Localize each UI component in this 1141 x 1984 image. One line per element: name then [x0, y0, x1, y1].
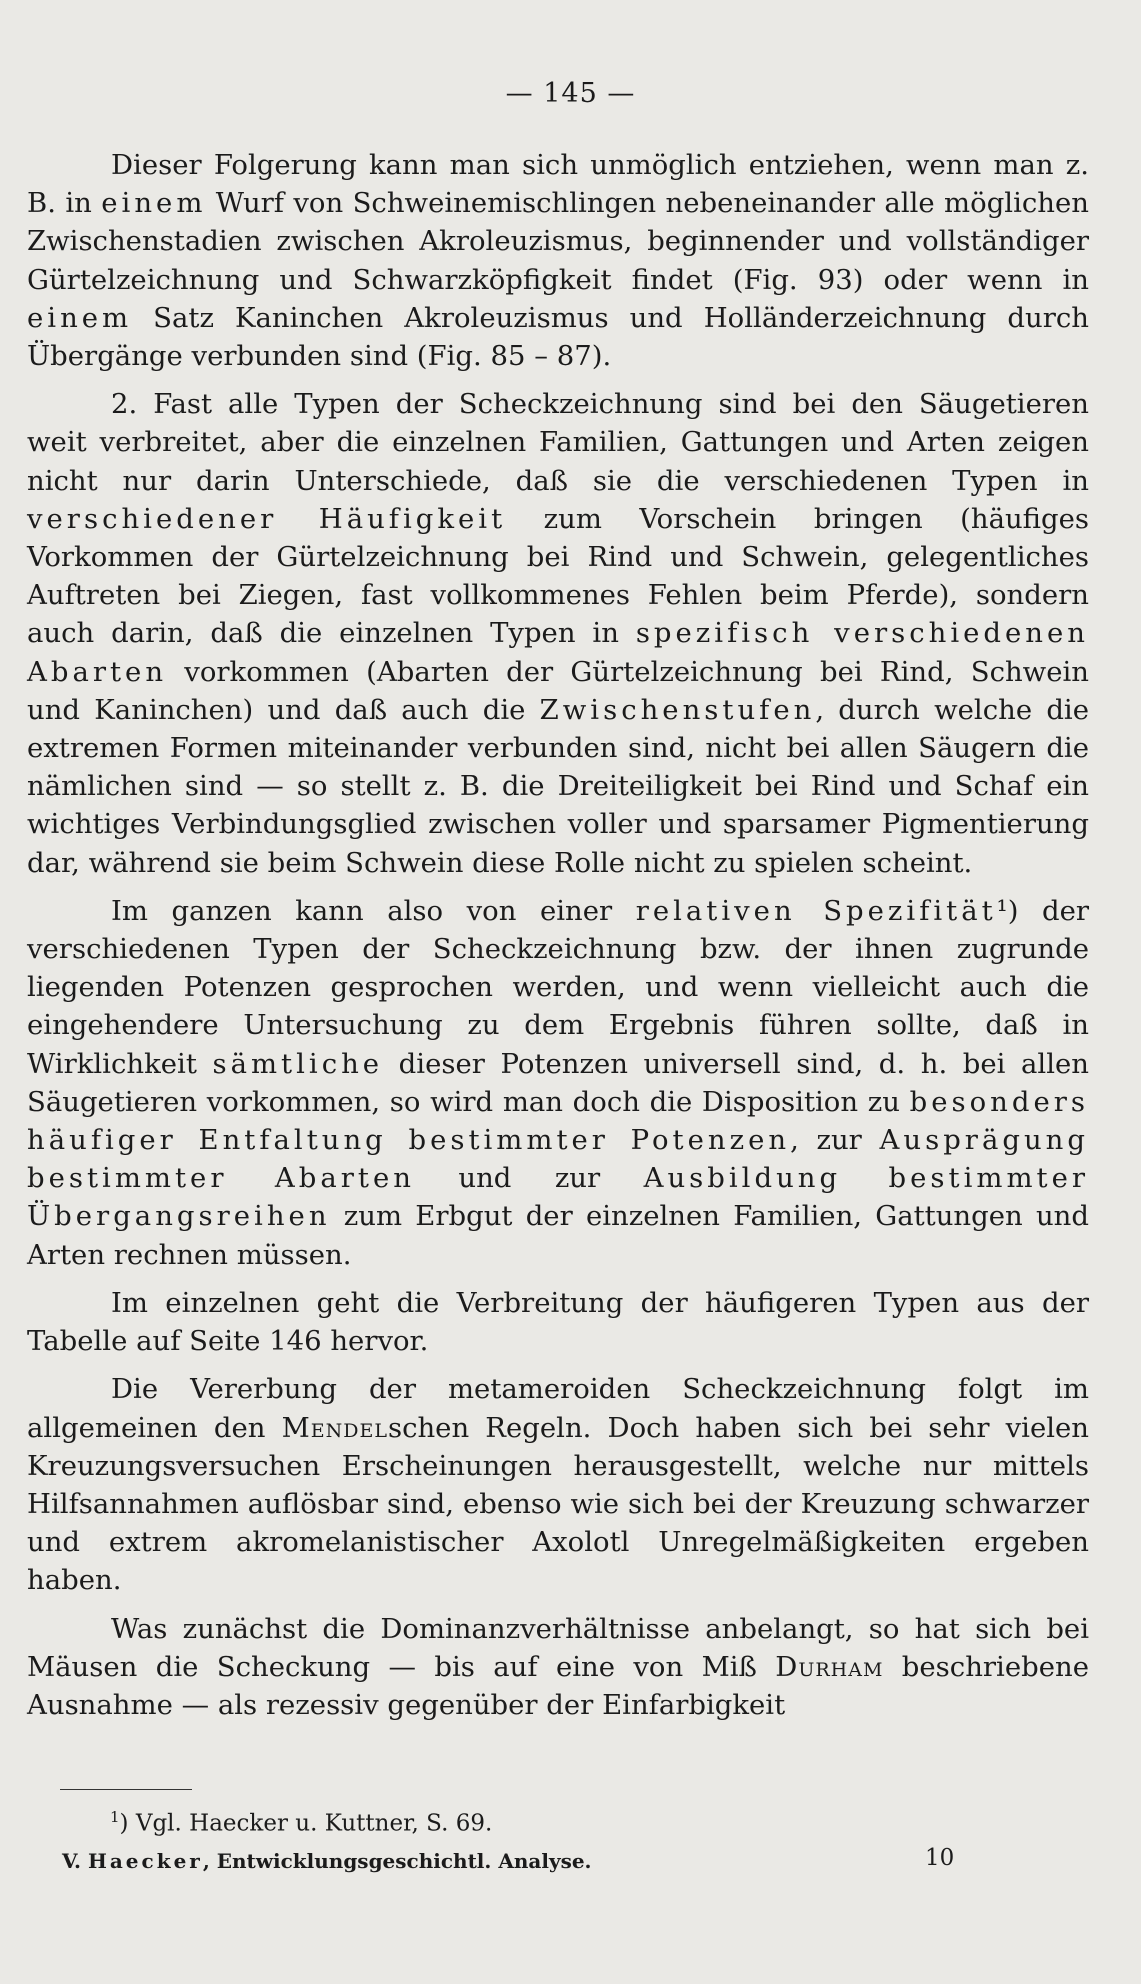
text-run: zum Erbgut der einzelnen Familien, Gattungen und Arten rechnen müssen.	[27, 1200, 1089, 1271]
text-run: vorkommen (Abarten der Gürtelzeichnung bei Rind, Schwein und Kaninchen) und daß auch die	[27, 655, 1089, 726]
text-run: Satz Kaninchen Akroleuzismus und Holländerzeichnung durch Übergänge verbunden sind (Fig. 85 – 87).	[27, 301, 1089, 373]
spaced-emphasis: einem	[101, 187, 207, 220]
text-run: Dieser Folgerung kann man sich unmöglich entziehen, wenn man z. B. in	[27, 149, 1089, 220]
text-run: zum Vorschein bringen (häufiges Vorkommen der Gürtelzeichnung bei Rind und Schwein, gelegentliches Auftreten bei Ziegen, fast vollkommenes Fehlen beim Pferde), sondern auch darin, daß die einzelnen Typen in	[27, 502, 1090, 650]
spaced-emphasis: einem	[27, 301, 133, 334]
text-run: , zur	[790, 1124, 880, 1157]
text-run: ¹) der verschiedenen Typen der Scheckzeichnung bzw. der ihnen zugrunde liegenden Potenzen gesprochen werden, und wenn vielleicht auch die eingehendere Untersuchung zu dem Ergebnis führen sollte, daß in Wirklichkeit	[27, 894, 1089, 1080]
text-run: schen Regeln. Doch haben sich bei sehr vielen Kreuzungsversuchen Erscheinungen herausgestellt, welche nur mittels Hilfsannahmen auflösbar sind, ebenso wie sich bei der Kreuzung schwarzer und extrem akromelanistischer Axolotl Unregelmäßigkeiten ergeben haben.	[27, 1411, 1089, 1597]
footnote-rule	[60, 1789, 192, 1790]
spaced-emphasis: relativen Spezifität	[635, 894, 997, 927]
footnote	[110, 1808, 492, 1837]
signature-author: Haecker	[87, 1849, 203, 1873]
spaced-emphasis: Ausbildung bestimmter Übergangsreihen	[27, 1162, 1089, 1233]
spaced-emphasis: Ausprägung bestimmter Abarten	[27, 1124, 1089, 1195]
paragraph	[27, 146, 1089, 375]
paragraph	[27, 1610, 1089, 1725]
text-run: Im ganzen kann also von einer	[111, 894, 636, 927]
text-run: und zur	[414, 1162, 644, 1195]
author-name: Durham	[775, 1650, 884, 1683]
spaced-emphasis: besonders häufiger Entfaltung bestimmter Potenzen	[27, 1085, 1089, 1157]
paragraph	[27, 892, 1089, 1274]
signature-title: , Entwicklungsgeschichtl. Analyse.	[202, 1849, 592, 1873]
text-run: Die Vererbung der metameroiden Scheckzeichnung folgt im allgemeinen den	[27, 1373, 1089, 1444]
paragraph	[27, 385, 1089, 882]
text-run: dieser Potenzen universell sind, d. h. bei allen Säugetieren vorkommen, so wird man doch die Disposition zu	[27, 1047, 1089, 1118]
signature-prefix: V.	[62, 1849, 88, 1873]
footnote-text: ) Vgl. Haecker u. Kuttner, S. 69.	[119, 1810, 493, 1837]
spaced-emphasis: verschiedener Häufigkeit	[27, 502, 507, 535]
text-run: Im einzelnen geht die Verbreitung der häufigeren Typen aus der Tabelle auf Seite 146 hervor.	[27, 1286, 1089, 1358]
spaced-emphasis: sämtliche	[212, 1047, 384, 1080]
sheet-signature-number: 10	[925, 1845, 955, 1871]
body-text	[27, 146, 1089, 1724]
text-run: Wurf von Schweinemischlingen nebeneinander alle möglichen Zwischenstadien zwischen Akroleuzismus, beginnender und vollständiger Gürtelzeichnung und Schwarzköpfigkeit findet (Fig. 93) oder wenn in	[27, 187, 1089, 296]
footnote-marker: 1	[110, 1808, 120, 1826]
paragraph	[27, 1284, 1089, 1360]
spaced-emphasis: spezifisch verschiedenen Abarten	[27, 617, 1089, 688]
text-run: 2. Fast alle Typen der Scheckzeichnung sind bei den Säugetieren weit verbreitet, aber die einzelnen Familien, Gattungen und Arten zeigen nicht nur darin Unterschiede, daß sie die verschiedenen Typen in	[27, 388, 1089, 497]
author-name: Mendel	[281, 1411, 388, 1444]
paragraph	[27, 1370, 1089, 1599]
signature-line	[62, 1849, 592, 1873]
text-run: , durch welche die extremen Formen miteinander verbunden sind, nicht bei allen Säugern die nämlichen sind — so stellt z. B. die Dreiteiligkeit bei Rind und Schaf ein wichtiges Verbindungsglied zwischen voller und sparsamer Pigmentierung dar, während sie beim Schwein diese Rolle nicht zu spielen scheint.	[27, 693, 1089, 879]
spaced-emphasis: Zwischenstufen	[539, 693, 816, 726]
text-run: beschriebene Ausnahme — als rezessiv gegenüber der Einfarbigkeit	[27, 1650, 1089, 1721]
page-number: — 145 —	[505, 78, 636, 109]
text-run: Was zunächst die Dominanzverhältnisse anbelangt, so hat sich bei Mäusen die Scheckung — bis auf eine von Miß	[27, 1612, 1089, 1683]
